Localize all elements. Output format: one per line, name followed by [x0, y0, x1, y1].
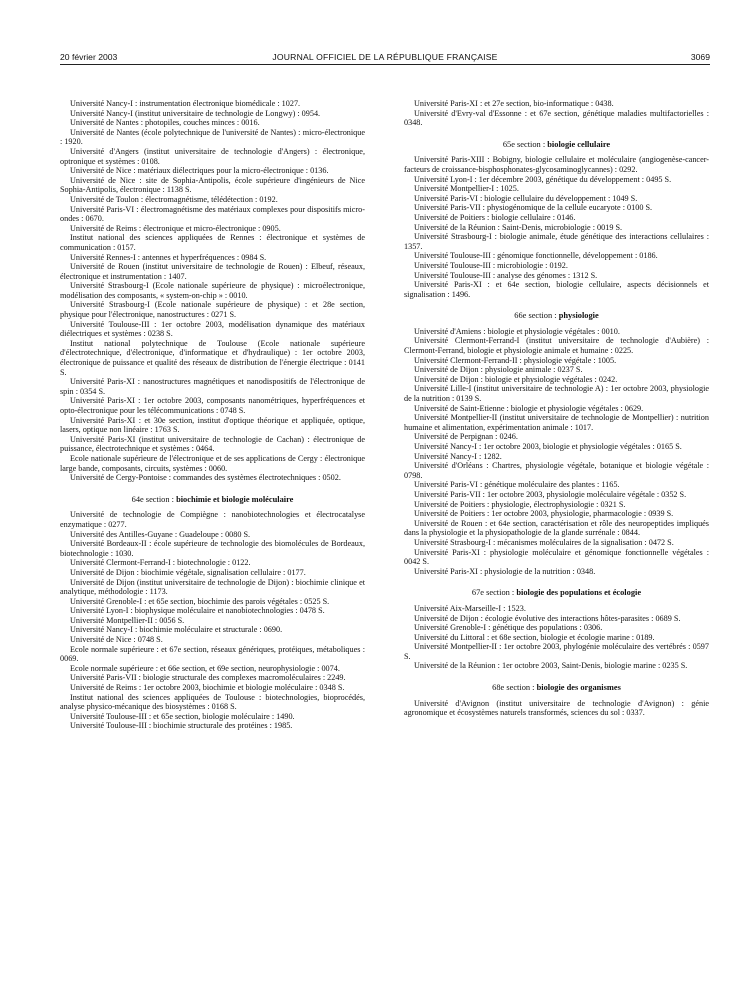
journal-title: JOURNAL OFFICIEL DE LA RÉPUBLIQUE FRANÇAISE: [272, 52, 498, 62]
entry-paragraph: Université de Nantes : photopiles, couches minces : 0016.: [70, 118, 260, 128]
entry-paragraph: Université Lyon-I : 1er décembre 2003, génétique du développement : 0495 S.: [414, 174, 672, 184]
entry-paragraph: Université Paris-VII : 1er octobre 2003, physiologie moléculaire végétale : 0352 S.: [414, 489, 687, 499]
entry-paragraph: Université de Dijon : biologie et physiologie végétales : 0242.: [414, 374, 618, 384]
section-name: biologie des populations et écologie: [516, 588, 642, 598]
section-name: biochimie et biologie moléculaire: [176, 494, 294, 504]
entry-paragraph: Université du Littoral : et 68e section, biologie et écologie marine : 0189.: [414, 632, 655, 642]
entry-paragraph: Université Montpellier-II : 1er octobre 2003, phylogénie moléculaire des vertébrés : 0597 S.: [404, 642, 709, 661]
left-paragraphs-b: [60, 510, 365, 731]
section-heading-67: [404, 588, 709, 598]
entry-paragraph: Université Montpellier-I : 1025.: [414, 184, 519, 194]
entry-paragraph: Université Paris-XI : 1er octobre 2003, composants nanométriques, hyperfréquences et opto-électronique pour les télécommunications : 0748 S.: [60, 396, 365, 415]
entry-paragraph: Université Toulouse-III : microbiologie : 0192.: [414, 260, 568, 270]
right-column: [404, 99, 709, 718]
section-heading-66: [404, 311, 709, 321]
entry-paragraph: Université Paris-VI : génétique moléculaire des plantes : 1165.: [414, 480, 620, 490]
entry-paragraph: Université Clermont-Ferrand-I (institut universitaire de technologie d'Aubière) : Clermont-Ferrand, biologie et physiologie animale et humaine : 0225.: [404, 336, 709, 356]
entry-paragraph: Université Clermont-Ferrand-I : biotechnologie : 0122.: [70, 558, 251, 568]
entry-paragraph: Université de Nice : matériaux diélectriques pour la micro-électronique : 0136.: [70, 166, 329, 176]
entry-paragraph: Université Toulouse-III : biochimie structurale des protéines : 1985.: [70, 721, 293, 731]
entry-paragraph: Institut national des sciences appliquées de Rennes : électronique et systèmes de communication : 0157.: [60, 233, 365, 252]
entry-paragraph: Université Nancy-I : 1er octobre 2003, biologie et physiologie végétales : 0165 S.: [414, 442, 682, 451]
entry-paragraph: Université de Dijon : biochimie végétale, signalisation cellulaire : 0177.: [70, 567, 306, 577]
entry-paragraph: Université Lille-I (institut universitaire de technologie A) : 1er octobre 2003, physiologie de la nutrition : 0139 S.: [404, 384, 709, 404]
entry-paragraph: Université de Cergy-Pontoise : commandes des systèmes électrotechniques : 0502.: [70, 473, 341, 483]
entry-paragraph: Université d'Amiens : biologie et physiologie végétales : 0010.: [414, 326, 620, 336]
entry-paragraph: Université Toulouse-III : et 65e section, biologie moléculaire : 1490.: [70, 711, 295, 721]
entry-paragraph: Université Paris-XIII : Bobigny, biologie cellulaire et moléculaire (angiogenèse-cancer-facteurs de croissance-bisphosphonates-glycosaminoglycannes) : 0292.: [404, 155, 709, 174]
entry-paragraph: Université Bordeaux-II : école supérieure de technologie des biomolécules de Bordeaux, biotechnologie : 1030.: [60, 539, 365, 558]
right-paragraphs-d: [404, 604, 709, 671]
entry-paragraph: Université de technologie de Compiègne : nanobiotechnologies et électrocatalyse enzymatique : 0277.: [60, 510, 365, 529]
entry-paragraph: Université de Reims : 1er octobre 2003, biochimie et biologie moléculaire : 0348 S.: [70, 683, 345, 693]
entry-paragraph: Université Paris-VII : biologie structurale des complexes macromoléculaires : 2249.: [70, 673, 346, 683]
entry-paragraph: Université Montpellier-II (institut universitaire de technologie de Montpellier) : nutrition humaine et alimentation, expérimentation animale : 1017.: [404, 413, 709, 432]
right-paragraphs-a: [404, 99, 709, 128]
entry-paragraph: Université Lyon-I : biophysique moléculaire et nanobiotechnologies : 0478 S.: [70, 606, 325, 616]
entry-paragraph: Ecole nationale supérieure de l'électronique et de ses applications de Cergy : électronique large bande, composants, circuits, systèmes : 0060.: [60, 453, 365, 473]
entry-paragraph: Université Paris-VI : biologie cellulaire du développement : 1049 S.: [414, 193, 638, 203]
entry-paragraph: Université d'Angers (institut universitaire de technologie d'Angers) : électronique, optronique et systèmes : 0108.: [60, 146, 365, 166]
section-heading-65: [404, 140, 709, 150]
section-heading-64: [60, 495, 365, 505]
entry-paragraph: Université Strasbourg-I (Ecole nationale supérieure de physique) : microélectronique, modélisation des composants, « system-on-chip » : 0010.: [60, 281, 365, 300]
entry-paragraph: Ecole normale supérieure : et 67e section, réseaux génériques, protéiques, métaboliques : 0069.: [60, 644, 365, 664]
entry-paragraph: Université de Poitiers : biologie cellulaire : 0146.: [414, 212, 576, 222]
entry-paragraph: Université d'Orléans : Chartres, physiologie végétale, botanique et biologie végétale : 0798.: [404, 461, 709, 480]
entry-paragraph: Université de Reims : électronique et micro-électronique : 0905.: [70, 223, 281, 233]
entry-paragraph: Université Grenoble-I : génétique des populations : 0306.: [414, 623, 603, 633]
entry-paragraph: Université de Rouen : et 64e section, caractérisation et rôle des neuropeptides impliqués dans la physiologie et la physiopathologie de la glande surrénale : 0844.: [404, 518, 709, 538]
entry-paragraph: Université Paris-XI : physiologie moléculaire et génomique fonctionnelle végétales : 0042 S.: [404, 547, 709, 567]
issue-date: 20 février 2003: [60, 52, 118, 62]
entry-paragraph: Université de Perpignan : 0246.: [414, 432, 518, 442]
entry-paragraph: Université de Nantes (école polytechnique de l'université de Nantes) : micro-électronique : 1920.: [60, 127, 365, 147]
entry-paragraph: Université Toulouse-III : analyse des génomes : 1312 S.: [414, 270, 598, 280]
left-column: [60, 99, 365, 731]
section-name: physiologie: [558, 311, 599, 321]
section-number: 65e section :: [502, 139, 546, 149]
entry-paragraph: Université de Dijon : physiologie animale : 0237 S.: [414, 365, 583, 375]
header-rule: [60, 64, 710, 65]
entry-paragraph: Institut national des sciences appliquées de Toulouse : biotechnologies, bioprocédés, analyse physico-mécanique des biosystèmes : 0168 S.: [60, 692, 365, 712]
entry-paragraph: Université Montpellier-II : 0056 S.: [70, 615, 185, 625]
entry-paragraph: Université de Poitiers : physiologie, électrophysiologie : 0321 S.: [414, 499, 626, 509]
section-heading-68: [404, 683, 709, 693]
right-paragraphs-e: [404, 699, 709, 718]
entry-paragraph: Université Toulouse-III : génomique fonctionnelle, développement : 0186.: [414, 251, 658, 261]
section-name: biologie des organismes: [536, 683, 621, 693]
entry-paragraph: Université Paris-VI : électromagnétisme des matériaux complexes pour dispositifs micro-ondes : 0670.: [60, 204, 365, 224]
entry-paragraph: Université Toulouse-III : 1er octobre 2003, modélisation dynamique des matériaux diélectriques et systèmes : 0238 S.: [60, 319, 365, 339]
right-paragraphs-c: [404, 327, 709, 576]
entry-paragraph: Ecole normale supérieure : et 66e section, et 69e section, neurophysiologie : 0074.: [70, 663, 340, 673]
entry-paragraph: Université Paris-VII : physiogénomique de la cellule eucaryote : 0100 S.: [414, 203, 653, 213]
entry-paragraph: Université de Nice : 0748 S.: [70, 635, 163, 645]
entry-paragraph: Université Paris-XI : et 27e section, bio-informatique : 0438.: [414, 99, 614, 108]
section-number: 64e section :: [131, 494, 174, 504]
entry-paragraph: Université de la Réunion : 1er octobre 2003, Saint-Denis, biologie marine : 0235 S.: [414, 661, 688, 671]
entry-paragraph: Université de Poitiers : 1er octobre 2003, physiologie, pharmacologie : 0939 S.: [414, 509, 674, 519]
entry-paragraph: Université de Toulon : électromagnétisme, télédétection : 0192.: [70, 194, 278, 204]
entry-paragraph: Université de Rouen (institut universitaire de technologie de Rouen) : Elbeuf, réseaux, électronique et instrumentation : 1407.: [60, 262, 365, 281]
entry-paragraph: Université Clermont-Ferrand-II : physiologie végétale : 1005.: [414, 355, 617, 365]
entry-paragraph: Université Paris-XI : et 30e section, institut d'optique théorique et appliquée, optique, lasers, optique non linéaire : 1763 S.: [60, 415, 365, 435]
entry-paragraph: Université Paris-XI : et 64e section, biologie cellulaire, aspects décisionnels et signalisation : 1496.: [404, 280, 709, 299]
left-paragraphs-a: [60, 99, 365, 483]
entry-paragraph: Université Nancy-I : biochimie moléculaire et structurale : 0690.: [70, 625, 283, 635]
entry-paragraph: Université Paris-XI : nanostructures magnétiques et nanodispositifs de l'électronique de spin : 0354 S.: [60, 377, 365, 396]
entry-paragraph: Université de Nice : site de Sophia-Antipolis, école supérieure d'ingénieurs de Nice Sophia-Antipolis, électronique : 1138 S.: [60, 175, 365, 195]
entry-paragraph: Université Paris-XI : physiologie de la nutrition : 0348.: [414, 566, 596, 576]
entry-paragraph: Université Aix-Marseille-I : 1523.: [414, 603, 526, 613]
section-number: 66e section :: [514, 311, 557, 321]
entry-paragraph: Université des Antilles-Guyane : Guadeloupe : 0080 S.: [70, 529, 251, 539]
section-name: biologie cellulaire: [547, 139, 611, 149]
page-number: 3069: [690, 52, 710, 62]
entry-paragraph: Université Paris-XI (institut universitaire de technologie de Cachan) : électronique de puissance, électrotechnique et systèmes : 0464.: [60, 434, 365, 454]
entry-paragraph: Université d'Evry-val d'Essonne : et 67e section, génétique maladies multifactorielles : 0348.: [404, 108, 709, 128]
entry-paragraph: Institut national polytechnique de Toulouse (Ecole nationale supérieure d'électrotechnique, d'électronique, d'informatique et d'hydraulique) : 1er octobre 2003, électronique de puissance et qualité des réseaux de distribution de l'énergie électrique : 0141 S.: [60, 338, 365, 377]
entry-paragraph: Université Grenoble-I : et 65e section, biochimie des parois végétales : 0525 S.: [70, 596, 330, 606]
entry-paragraph: Université Strasbourg-I (Ecole nationale supérieure de physique) : et 28e section, physique pour l'électronique, nanostructures : 0271 S.: [60, 300, 365, 320]
entry-paragraph: Université Nancy-I : instrumentation électronique biomédicale : 1027.: [70, 99, 301, 108]
entry-paragraph: Université Nancy-I : 1282.: [414, 451, 502, 461]
entry-paragraph: Université Strasbourg-I : biologie animale, étude génétique des interactions cellulaires : 1357.: [404, 232, 709, 251]
entry-paragraph: Université Strasbourg-I : mécanismes moléculaires de la signalisation : 0472 S.: [414, 537, 674, 547]
entry-paragraph: Université de la Réunion : Saint-Denis, microbiologie : 0019 S.: [414, 222, 623, 232]
entry-paragraph: Université de Dijon (institut universitaire de technologie de Dijon) : biochimie clinique et analytique, méthodologie : 1173.: [60, 577, 365, 597]
section-number: 68e section :: [492, 683, 535, 693]
entry-paragraph: Université de Saint-Etienne : biologie et physiologie végétales : 0629.: [414, 403, 644, 413]
entry-paragraph: Université Nancy-I (institut universitaire de technologie de Longwy) : 0954.: [70, 108, 321, 118]
entry-paragraph: Université de Dijon : écologie évolutive des interactions hôtes-parasites : 0689 S.: [414, 613, 681, 623]
section-number: 67e section :: [471, 588, 515, 598]
entry-paragraph: Université d'Avignon (institut universitaire de technologie d'Avignon) : génie agronomique et écosystèmes naturels transformés, sciences du sol : 0337.: [404, 698, 709, 718]
entry-paragraph: Université Rennes-I : antennes et hyperfréquences : 0984 S.: [70, 252, 267, 262]
right-paragraphs-b: [404, 155, 709, 299]
